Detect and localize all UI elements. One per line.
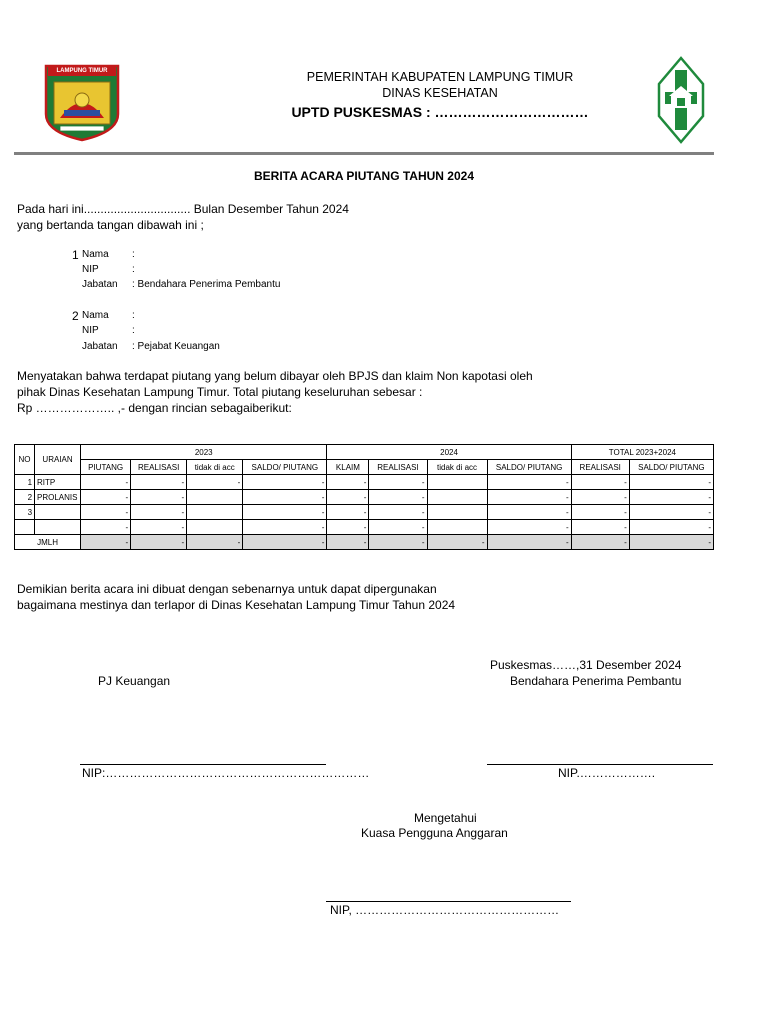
table-cell — [187, 505, 243, 520]
total-cell: - — [81, 535, 131, 550]
left-signature-line — [80, 764, 326, 765]
total-cell: - — [187, 535, 243, 550]
closing-line-2: bagaimana mestinya dan terlapor di Dinas Kesehatan Lampung Timur Tahun 2024 — [17, 598, 456, 612]
table-cell: - — [327, 505, 369, 520]
statement-line-2: pihak Dinas Kesehatan Lampung Timur. Total piutang keseluruhan sebesar : — [17, 385, 423, 399]
row-uraian — [35, 505, 81, 520]
header-separator — [14, 152, 714, 155]
table-cell: - — [243, 475, 327, 490]
table-header-row-2 — [15, 460, 714, 475]
table-total-row — [15, 535, 714, 550]
subheader: REALISASI — [369, 460, 427, 475]
table-cell: - — [81, 520, 131, 535]
row-uraian: PROLANIS — [35, 490, 81, 505]
row-number: 3 — [15, 505, 35, 520]
signatory-1-nama-label: Nama — [82, 249, 109, 260]
total-cell: - — [629, 535, 713, 550]
table-cell: - — [487, 505, 571, 520]
logo-banner-text: LAMPUNG TIMUR — [56, 68, 108, 74]
signatory-1-jabatan-label: Jabatan — [82, 279, 118, 290]
table-cell: - — [131, 520, 187, 535]
statement-line-3: Rp ……………….. ,- dengan rincian sebagaiberikut: — [17, 401, 292, 415]
closing-line-1: Demikian berita acara ini dibuat dengan sebenarnya untuk dapat dipergunakan — [17, 582, 437, 596]
intro-line-1: Pada hari ini................................ Bulan Desember Tahun 2024 — [17, 202, 349, 216]
mengetahui-label: Mengetahui — [414, 811, 477, 825]
place-date: Puskesmas……,31 Desember 2024 — [490, 658, 682, 672]
subheader: tidak di acc — [427, 460, 487, 475]
subheader: REALISASI — [131, 460, 187, 475]
table-cell: - — [571, 520, 629, 535]
group-2024-header: 2024 — [327, 445, 571, 460]
statement-line-1: Menyatakan bahwa terdapat piutang yang belum dibayar oleh BPJS dan klaim Non kapotasi oleh — [17, 369, 533, 383]
table-cell: - — [187, 475, 243, 490]
row-number — [15, 520, 35, 535]
table-row — [15, 475, 714, 490]
col-uraian-header: URAIAN — [35, 445, 81, 475]
table-cell: - — [487, 475, 571, 490]
table-cell: - — [131, 490, 187, 505]
table-cell: - — [629, 520, 713, 535]
table-cell: - — [571, 490, 629, 505]
signatory-1-nama-colon: : — [132, 249, 135, 260]
subheader: SALDO/ PIUTANG — [487, 460, 571, 475]
bottom-signature-line — [326, 901, 571, 902]
table-cell: - — [81, 475, 131, 490]
lampung-timur-logo — [42, 62, 122, 142]
table-cell: - — [369, 490, 427, 505]
row-uraian — [35, 520, 81, 535]
total-cell: - — [369, 535, 427, 550]
right-signer-nip: NIP.………………. — [558, 766, 656, 780]
signatory-1-number: 1 — [72, 248, 79, 262]
bottom-signer-nip: NIP, …………………………………………… — [330, 903, 560, 917]
table-cell — [427, 490, 487, 505]
row-number: 2 — [15, 490, 35, 505]
puskesmas-logo — [657, 56, 705, 144]
row-uraian: RITP — [35, 475, 81, 490]
table-cell: - — [243, 490, 327, 505]
subheader: PIUTANG — [81, 460, 131, 475]
group-total-header: TOTAL 2023+2024 — [571, 445, 713, 460]
group-2023-header: 2023 — [81, 445, 327, 460]
table-cell: - — [487, 490, 571, 505]
table-row — [15, 490, 714, 505]
col-no-header: NO — [15, 445, 35, 475]
left-signer-nip: NIP:………………………………………………………… — [82, 766, 370, 780]
signatory-2-nip-colon: : — [132, 325, 135, 336]
subheader: SALDO/ PIUTANG — [629, 460, 713, 475]
header-government: PEMERINTAH KABUPATEN LAMPUNG TIMUR — [306, 70, 574, 84]
table-cell — [427, 475, 487, 490]
total-cell: - — [571, 535, 629, 550]
table-cell: - — [327, 490, 369, 505]
table-cell: - — [327, 475, 369, 490]
header-agency: DINAS KESEHATAN — [382, 86, 498, 100]
signatory-1-jabatan-value: : Bendahara Penerima Pembantu — [132, 279, 281, 290]
subheader: tidak di acc — [187, 460, 243, 475]
table-cell — [187, 490, 243, 505]
table-cell — [427, 505, 487, 520]
table-cell: - — [487, 520, 571, 535]
signatory-1-nip-label: NIP — [82, 264, 99, 275]
right-signature-line — [487, 764, 713, 765]
total-cell: - — [327, 535, 369, 550]
subheader: SALDO/ PIUTANG — [243, 460, 327, 475]
table-cell — [187, 520, 243, 535]
table-cell: - — [629, 475, 713, 490]
left-signer-title: PJ Keuangan — [98, 674, 171, 688]
table-cell: - — [369, 520, 427, 535]
table-cell: - — [369, 475, 427, 490]
right-signer-title: Bendahara Penerima Pembantu — [510, 674, 682, 688]
table-row — [15, 505, 714, 520]
signatory-2-jabatan-value: : Pejabat Keuangan — [132, 341, 220, 352]
table-cell: - — [571, 505, 629, 520]
subheader: REALISASI — [571, 460, 629, 475]
total-label: JMLH — [15, 535, 81, 550]
table-cell: - — [571, 475, 629, 490]
total-cell: - — [487, 535, 571, 550]
table-cell: - — [131, 475, 187, 490]
total-cell: - — [427, 535, 487, 550]
table-cell: - — [243, 520, 327, 535]
receivables-table — [14, 444, 714, 550]
table-cell — [427, 520, 487, 535]
table-row — [15, 520, 714, 535]
table-cell: - — [369, 505, 427, 520]
table-cell: - — [81, 490, 131, 505]
table-cell: - — [81, 505, 131, 520]
document-title: BERITA ACARA PIUTANG TAHUN 2024 — [253, 169, 474, 183]
subheader: KLAIM — [327, 460, 369, 475]
table-cell: - — [327, 520, 369, 535]
kpa-title: Kuasa Pengguna Anggaran — [361, 826, 508, 840]
signatory-2-nama-colon: : — [132, 310, 135, 321]
total-cell: - — [131, 535, 187, 550]
table-cell: - — [243, 505, 327, 520]
signatory-2-jabatan-label: Jabatan — [82, 341, 118, 352]
table-cell: - — [131, 505, 187, 520]
table-cell: - — [629, 490, 713, 505]
table-cell: - — [629, 505, 713, 520]
row-number: 1 — [15, 475, 35, 490]
intro-line-2: yang bertanda tangan dibawah ini ; — [17, 218, 204, 232]
table-header-row-1 — [15, 445, 714, 460]
total-cell: - — [243, 535, 327, 550]
signatory-1-nip-colon: : — [132, 264, 135, 275]
signatory-2-number: 2 — [72, 309, 79, 323]
header-uptd: UPTD PUSKESMAS : …………………………… — [291, 104, 589, 120]
signatory-2-nama-label: Nama — [82, 310, 109, 321]
signatory-2-nip-label: NIP — [82, 325, 99, 336]
